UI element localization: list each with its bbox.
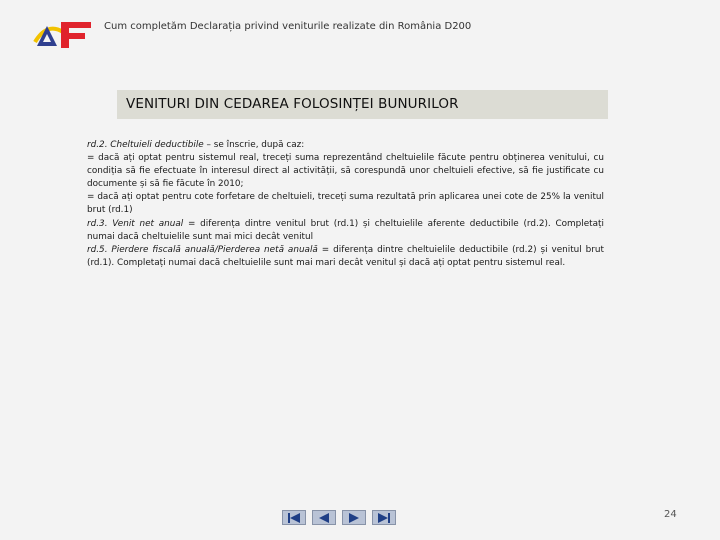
- previous-slide-button[interactable]: [312, 510, 336, 525]
- option-forfetar-paragraph: = dacă ați optat pentru cote forfetare de cheltuieli, treceți suma rezultată prin aplicarea unei cote de 25% la venitul brut (rd.1): [87, 192, 604, 216]
- first-slide-icon: [287, 513, 301, 523]
- rd3-text: = diferența dintre venitul brut (rd.1) și cheltuielile aferente deductibile (rd.2). Completați numai dacă cheltuielile sunt mai mici decât venitul: [87, 218, 604, 242]
- first-slide-button[interactable]: [282, 510, 306, 525]
- slide-navigation: [282, 510, 396, 525]
- next-slide-button[interactable]: [342, 510, 366, 525]
- previous-slide-icon: [317, 513, 331, 523]
- rd5-paragraph: [87, 244, 604, 270]
- option-real-paragraph: = dacă ați optat pentru sistemul real, treceți suma reprezentând cheltuielile făcute pentru obținerea venitului, cu condiția să fie efectuate în interesul direct al activității, să corespundă unor cheltuieli efective, să fie justificate cu documente și să fie făcute în 2010;: [87, 153, 604, 190]
- rd3-label: rd.3. Venit net anual: [87, 218, 184, 229]
- last-slide-icon: [377, 513, 391, 523]
- rd2-label: rd.2. Cheltuieli deductibile: [87, 140, 204, 150]
- next-slide-icon: [347, 513, 361, 523]
- presentation-title: Cum completăm Declarația privind veniturile realizate din România D200: [104, 21, 472, 32]
- rd2-text: – se înscrie, după caz:: [203, 140, 305, 150]
- anaf-logo-icon: [33, 18, 93, 50]
- content-body: [87, 139, 604, 270]
- rd5-text: = diferența dintre cheltuielile deductibile (rd.2) și venitul brut (rd.1). Completați numai dacă cheltuielile sunt mai mari decât venitul și dacă ați optat pentru sistemul real.: [87, 244, 605, 268]
- rd5-label: rd.5. Pierdere fiscală anuală/Pierderea netă anuală: [87, 244, 318, 255]
- section-title: VENITURI DIN CEDAREA FOLOSINȚEI BUNURILOR: [117, 90, 608, 119]
- page-number: 24: [664, 509, 677, 520]
- rd2-paragraph: [87, 139, 604, 152]
- last-slide-button[interactable]: [372, 510, 396, 525]
- rd3-paragraph: [87, 218, 604, 244]
